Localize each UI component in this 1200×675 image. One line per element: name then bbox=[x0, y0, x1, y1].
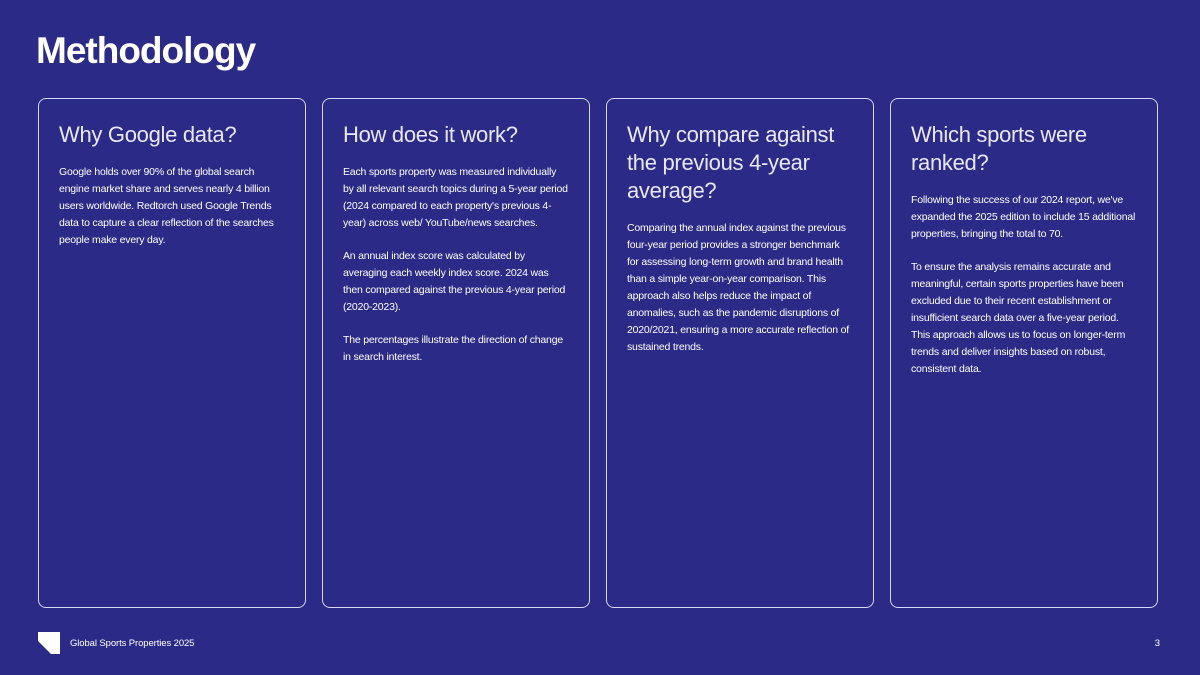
card-how-does-it-work bbox=[322, 98, 590, 608]
footer-text: Global Sports Properties 2025 bbox=[70, 637, 195, 649]
footer bbox=[38, 632, 194, 654]
card-paragraph: Each sports property was measured individually by all relevant search topics during a 5-year period (2024 compared to each property's previous 4-year) across web/ YouTube/news searches. bbox=[343, 166, 568, 229]
card-title: How does it work? bbox=[343, 122, 518, 147]
card-title: Why Google data? bbox=[59, 122, 237, 147]
card-body bbox=[59, 164, 285, 249]
card-paragraph: The percentages illustrate the direction of change in search interest. bbox=[343, 334, 563, 363]
card-which-sports-ranked bbox=[890, 98, 1158, 608]
methodology-cards bbox=[38, 98, 1161, 610]
card-paragraph: To ensure the analysis remains accurate and meaningful, certain sports properties have been excluded due to their recent establishment or insufficient search data over a five-year period. This approach allows us to focus on longer-term trends and deliver insights based on robust, consistent data. bbox=[911, 261, 1126, 375]
card-title: Which sports were ranked? bbox=[911, 122, 1087, 175]
card-paragraph: Comparing the annual index against the previous four-year period provides a stronger benchmark for assessing long-term growth and brand health than a simple year-on-year comparison. This approach also helps reduce the impact of anomalies, such as the pandemic disruptions of 2020/2021, ensuring a more accurate reflection of sustained trends. bbox=[627, 222, 849, 353]
card-body bbox=[627, 220, 853, 356]
redtorch-logo-icon bbox=[38, 632, 60, 654]
card-why-google-data bbox=[38, 98, 306, 608]
card-paragraph: An annual index score was calculated by averaging each weekly index score. 2024 was then compared against the previous 4-year period (2020-2023). bbox=[343, 250, 566, 313]
card-title: Why compare against the previous 4-year average? bbox=[627, 122, 835, 203]
page-number: 3 bbox=[1154, 638, 1160, 649]
card-why-compare-4-year-average bbox=[606, 98, 874, 608]
page-title: Methodology bbox=[36, 30, 256, 71]
card-body bbox=[343, 164, 569, 366]
card-paragraph: Following the success of our 2024 report, we've expanded the 2025 edition to include 15 additional properties, bringing the total to 70. bbox=[911, 194, 1136, 240]
card-paragraph: Google holds over 90% of the global search engine market share and serves nearly 4 billion users worldwide. Redtorch used Google Trends data to capture a clear reflection of the searches people make every day. bbox=[59, 166, 274, 246]
card-body bbox=[911, 192, 1137, 378]
